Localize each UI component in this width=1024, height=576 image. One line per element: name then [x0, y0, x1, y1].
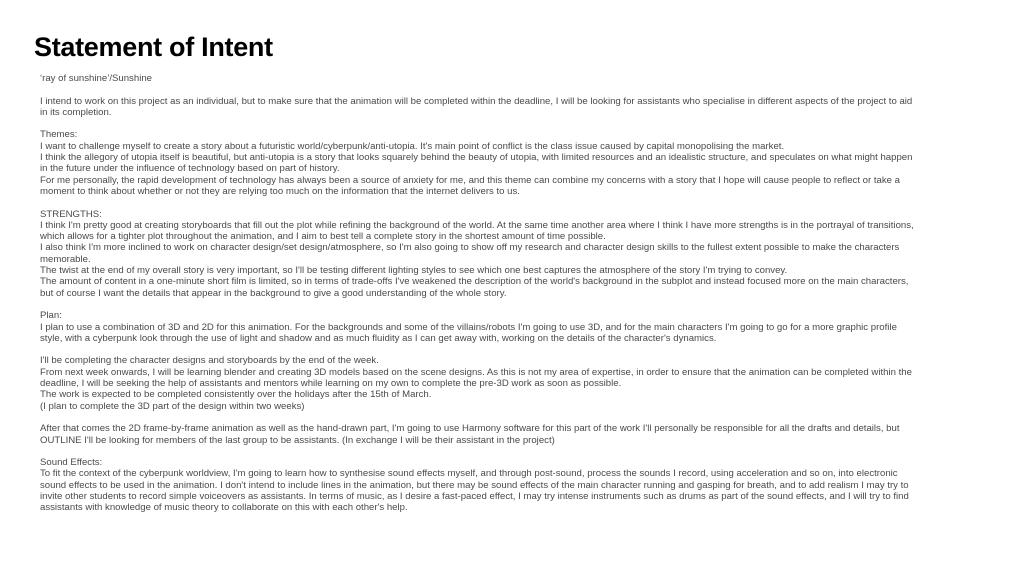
document-body — [40, 73, 920, 514]
plan-heading: Plan: — [40, 310, 62, 322]
page-title: Statement of Intent — [34, 32, 273, 62]
sound-heading: Sound Effects: — [40, 457, 103, 469]
themes-line: For me personally, the rapid development of technology has always been a source of anxiety for me, and this theme can combine my concerns with a story that I hope will cause people to reflect or take a moment to think about whether or not they are relying too much on the information that the internet delivers to us. — [40, 174, 900, 197]
intro-paragraph: I intend to work on this project as an individual, but to make sure that the animation will be completed within the deadline, I will be looking for assistants who specialise in different aspects of the project to aid in its completion. — [40, 95, 913, 118]
strengths-heading: STRENGTHS: — [40, 208, 102, 220]
strengths-line: The twist at the end of my overall story is very important, so I'll be testing different lighting styles to see which one best captures the atmosphere of the story I'm trying to convey. — [40, 265, 788, 277]
spacer — [40, 344, 920, 355]
themes-heading: Themes: — [40, 129, 78, 141]
sound-paragraph: To fit the context of the cyberpunk worldview, I'm going to learn how to synthesise sound effects myself, and through post-sound, process the sounds I record, using acceleration and so on, into electronic sound effects to be used in the animation. I don't intend to include lines in the animation, but there may be sound effects of the main character running and gasping for breath, and to add realism I may try to invite other students to record simple voiceovers as assistants. In terms of music, as I desire a fast-paced effect, I may try intense instruments such as drums as part of the sound effects, and I will try to find assistants with knowledge of music theory to collaborate on this with each other's help. — [40, 468, 909, 514]
schedule-line: I'll be completing the character designs and storyboards by the end of the week. — [40, 355, 379, 367]
plan-line: I plan to use a combination of 3D and 2D for this animation. For the backgrounds and some of the villains/robots I'm going to use 3D, and for the main characters I'm going to go for a more graphic profile style, with a cyberpunk look through the use of light and shadow and as much fluidity as I can get away with, working on the details of the character's dynamics. — [40, 321, 897, 344]
spacer — [40, 84, 920, 95]
twod-paragraph: After that comes the 2D frame-by-frame animation as well as the hand-drawn part, I'm going to use Harmony software for this part of the work I'll personally be responsible for all the drafts and details, but OUTLINE I'll be looking for members of the last group to be assistants. (In exchange I will be their assistant in the project) — [40, 423, 900, 446]
spacer — [40, 118, 920, 129]
schedule-line: (I plan to complete the 3D part of the design within two weeks) — [40, 400, 305, 412]
strengths-line: I also think I'm more inclined to work on character design/set design/atmosphere, so I'm also going to show off my research and character design skills to the fullest extent possible to make the characters memorable. — [40, 242, 900, 265]
subtitle: ‘ray of sunshine’/Sunshine — [40, 73, 152, 84]
strengths-line: The amount of content in a one-minute short film is limited, so in terms of trade-offs I've weakened the description of the world's background in the subplot and instead focused more on the main characters, but of course I want the details that appear in the background to give a good understanding of the whole story. — [40, 276, 909, 299]
strengths-line: I think I'm pretty good at creating storyboards that fill out the plot while refining the background of the world. At the same time another area where I think I have more strengths is in the portrayal of transitions, which allows for a tighter plot throughout the animation, and I aim to best tell a complete story in the shortest amount of time possible. — [40, 219, 914, 243]
schedule-line: From next week onwards, I will be learning blender and creating 3D models based on the scene designs. As this is not my area of expertise, in order to ensure that the animation can be completed within the deadline, I will be seeking the help of assistants and mentors while learning on my own to complete the pre-3D work as soon as possible. — [40, 366, 912, 390]
spacer — [40, 446, 920, 457]
themes-line: I think the allegory of utopia itself is beautiful, but anti-utopia is a story that looks squarely behind the beauty of utopia, with limited resources and an idealistic structure, and speculates on what might happen in the future under the influence of technology based on part of history. — [40, 152, 913, 175]
spacer — [40, 197, 920, 208]
spacer — [40, 412, 920, 423]
spacer — [40, 299, 920, 310]
themes-line: I want to challenge myself to create a story about a futuristic world/cyberpunk/anti-utopia. It's main point of conflict is the class issue caused by capital monopolising the market. — [40, 140, 785, 152]
schedule-line: The work is expected to be completed consistently over the holidays after the 15th of March. — [40, 389, 432, 401]
